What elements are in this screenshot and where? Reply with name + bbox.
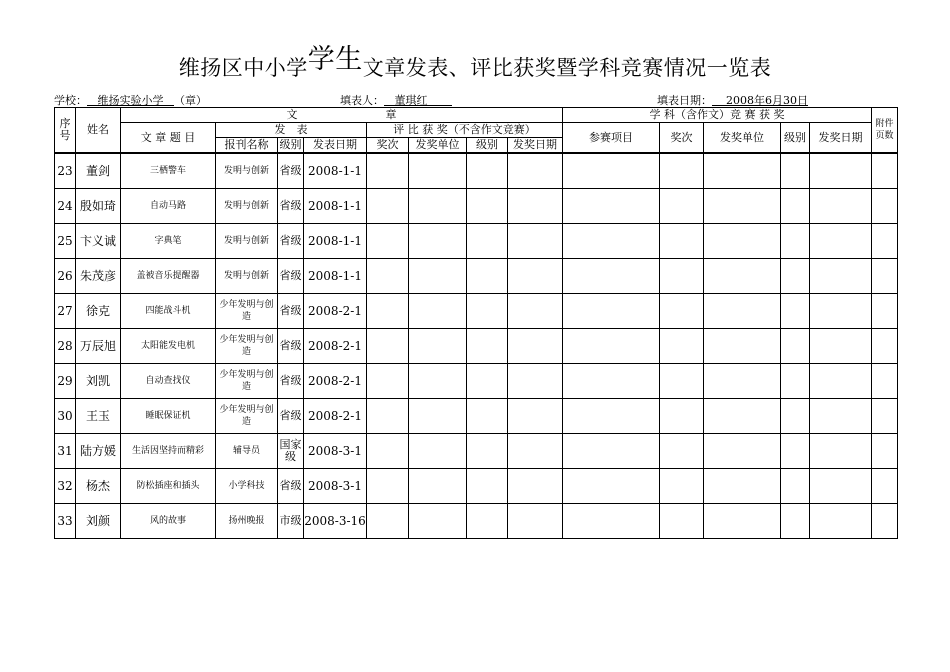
publication-name: 小学科技 [216, 469, 278, 504]
empty-cell [467, 329, 508, 364]
empty-cell [467, 153, 508, 189]
empty-cell [781, 329, 810, 364]
empty-cell [409, 434, 467, 469]
row-number: 29 [55, 364, 76, 399]
school-line: 学校： 维扬实验小学 （章） [54, 94, 207, 107]
publication-name: 发明与创新 [216, 153, 278, 189]
student-name: 杨杰 [76, 469, 121, 504]
empty-cell [508, 294, 563, 329]
empty-cell [872, 153, 898, 189]
empty-cell [660, 469, 704, 504]
student-name: 殷如琦 [76, 189, 121, 224]
empty-cell [660, 364, 704, 399]
empty-cell [467, 259, 508, 294]
empty-cell [704, 224, 781, 259]
empty-cell [660, 189, 704, 224]
article-title: 自动查找仪 [121, 364, 216, 399]
col-article-title: 文 章 题 目 [121, 123, 216, 154]
col-publish: 发 表 [216, 123, 367, 138]
empty-cell [563, 434, 660, 469]
empty-cell [563, 224, 660, 259]
empty-cell [660, 399, 704, 434]
empty-cell [781, 153, 810, 189]
empty-cell [810, 469, 872, 504]
publish-level: 省级 [278, 329, 304, 364]
empty-cell [467, 364, 508, 399]
col-comp-item: 参赛项目 [563, 123, 660, 154]
row-number: 33 [55, 504, 76, 539]
empty-cell [508, 189, 563, 224]
empty-cell [409, 399, 467, 434]
table-row [55, 294, 898, 329]
row-number: 27 [55, 294, 76, 329]
empty-cell [704, 399, 781, 434]
publish-level: 省级 [278, 364, 304, 399]
publish-level: 省级 [278, 469, 304, 504]
empty-cell [409, 153, 467, 189]
student-name: 刘凯 [76, 364, 121, 399]
row-number: 32 [55, 469, 76, 504]
row-number: 24 [55, 189, 76, 224]
empty-cell [781, 434, 810, 469]
publish-date: 2008-2-1 [304, 399, 367, 434]
empty-cell [409, 189, 467, 224]
empty-cell [660, 329, 704, 364]
empty-cell [872, 504, 898, 539]
date-line: 填表日期： 2008年6月30日 [657, 94, 808, 107]
col-comp-unit: 发奖单位 [704, 123, 781, 154]
empty-cell [467, 469, 508, 504]
table-row [55, 469, 898, 504]
empty-cell [409, 469, 467, 504]
empty-cell [409, 364, 467, 399]
empty-cell [367, 469, 409, 504]
col-name: 姓名 [76, 108, 121, 154]
publication-name: 少年发明与创造 [216, 329, 278, 364]
empty-cell [810, 153, 872, 189]
table-row [55, 259, 898, 294]
table-row [55, 224, 898, 259]
empty-cell [781, 399, 810, 434]
empty-cell [367, 434, 409, 469]
empty-cell [563, 259, 660, 294]
empty-cell [563, 294, 660, 329]
empty-cell [810, 364, 872, 399]
empty-cell [660, 504, 704, 539]
empty-cell [508, 364, 563, 399]
empty-cell [872, 294, 898, 329]
student-name: 卞义诚 [76, 224, 121, 259]
publication-name: 发明与创新 [216, 224, 278, 259]
empty-cell [563, 329, 660, 364]
empty-cell [810, 329, 872, 364]
empty-cell [467, 189, 508, 224]
empty-cell [810, 504, 872, 539]
table-row [55, 434, 898, 469]
empty-cell [872, 189, 898, 224]
empty-cell [508, 434, 563, 469]
row-number: 26 [55, 259, 76, 294]
empty-cell [367, 399, 409, 434]
empty-cell [781, 294, 810, 329]
publish-date: 2008-3-1 [304, 434, 367, 469]
article-title: 四能战斗机 [121, 294, 216, 329]
empty-cell [872, 434, 898, 469]
empty-cell [660, 434, 704, 469]
empty-cell [508, 329, 563, 364]
empty-cell [704, 189, 781, 224]
empty-cell [781, 224, 810, 259]
table-row [55, 189, 898, 224]
empty-cell [367, 153, 409, 189]
row-number: 28 [55, 329, 76, 364]
col-evaluation: 评 比 获 奖（不含作文竞赛） [367, 123, 563, 138]
col-award-level: 级别 [467, 138, 508, 154]
table-row [55, 399, 898, 434]
empty-cell [563, 399, 660, 434]
publish-level: 省级 [278, 259, 304, 294]
publication-name: 发明与创新 [216, 189, 278, 224]
publication-name: 少年发明与创造 [216, 399, 278, 434]
col-article: 文 章 [121, 108, 563, 123]
empty-cell [409, 329, 467, 364]
publish-level: 市级 [278, 504, 304, 539]
empty-cell [467, 294, 508, 329]
col-award-date: 发奖日期 [508, 138, 563, 154]
col-comp-date: 发奖日期 [810, 123, 872, 154]
empty-cell [872, 469, 898, 504]
empty-cell [367, 504, 409, 539]
student-name: 徐克 [76, 294, 121, 329]
empty-cell [810, 189, 872, 224]
date-value: 2008年6月30日 [726, 94, 808, 107]
empty-cell [508, 153, 563, 189]
row-number: 31 [55, 434, 76, 469]
empty-cell [872, 399, 898, 434]
empty-cell [409, 294, 467, 329]
publication-name: 少年发明与创造 [216, 294, 278, 329]
empty-cell [367, 189, 409, 224]
empty-cell [872, 329, 898, 364]
empty-cell [872, 259, 898, 294]
empty-cell [660, 259, 704, 294]
article-title: 生活因坚持而精彩 [121, 434, 216, 469]
empty-cell [810, 259, 872, 294]
empty-cell [781, 469, 810, 504]
publish-date: 2008-1-1 [304, 189, 367, 224]
student-name: 刘颜 [76, 504, 121, 539]
col-comp-award: 奖次 [660, 123, 704, 154]
publish-level: 省级 [278, 189, 304, 224]
article-title: 太阳能发电机 [121, 329, 216, 364]
table-row [55, 364, 898, 399]
empty-cell [660, 294, 704, 329]
publication-name: 扬州晚报 [216, 504, 278, 539]
publish-date: 2008-1-1 [304, 224, 367, 259]
article-title: 三栖警车 [121, 153, 216, 189]
table-row [55, 153, 898, 189]
student-name: 王玉 [76, 399, 121, 434]
empty-cell [508, 399, 563, 434]
empty-cell [367, 364, 409, 399]
empty-cell [810, 399, 872, 434]
empty-cell [508, 259, 563, 294]
publish-date: 2008-1-1 [304, 153, 367, 189]
empty-cell [660, 153, 704, 189]
publish-level: 省级 [278, 399, 304, 434]
empty-cell [872, 364, 898, 399]
empty-cell [467, 399, 508, 434]
empty-cell [508, 224, 563, 259]
publish-date: 2008-3-1 [304, 469, 367, 504]
empty-cell [704, 294, 781, 329]
student-name: 万辰旭 [76, 329, 121, 364]
empty-cell [660, 224, 704, 259]
empty-cell [508, 504, 563, 539]
col-subject-competition: 学 科（含作文）竞 赛 获 奖 [563, 108, 872, 123]
empty-cell [704, 364, 781, 399]
publish-level: 国家级 [278, 434, 304, 469]
empty-cell [409, 504, 467, 539]
empty-cell [467, 224, 508, 259]
empty-cell [563, 189, 660, 224]
empty-cell [704, 259, 781, 294]
filler-value: 董琪红 [394, 94, 428, 107]
empty-cell [367, 224, 409, 259]
empty-cell [467, 434, 508, 469]
empty-cell [781, 259, 810, 294]
empty-cell [508, 469, 563, 504]
col-pub-name: 报刊名称 [216, 138, 278, 154]
empty-cell [704, 434, 781, 469]
article-title: 睡眠保证机 [121, 399, 216, 434]
table-row [55, 329, 898, 364]
publication-name: 发明与创新 [216, 259, 278, 294]
student-name: 陆方媛 [76, 434, 121, 469]
publish-level: 省级 [278, 153, 304, 189]
publish-date: 2008-3-16 [304, 504, 367, 539]
empty-cell [367, 294, 409, 329]
publish-date: 2008-2-1 [304, 329, 367, 364]
empty-cell [563, 153, 660, 189]
empty-cell [704, 469, 781, 504]
empty-cell [872, 224, 898, 259]
empty-cell [467, 504, 508, 539]
empty-cell [810, 434, 872, 469]
article-title: 字典笔 [121, 224, 216, 259]
empty-cell [563, 504, 660, 539]
empty-cell [367, 329, 409, 364]
table-row [55, 504, 898, 539]
publish-level: 省级 [278, 224, 304, 259]
empty-cell [409, 224, 467, 259]
col-seq: 序号 [55, 108, 76, 154]
row-number: 25 [55, 224, 76, 259]
student-name: 朱茂彦 [76, 259, 121, 294]
school-value: 维扬实验小学 [97, 94, 164, 107]
empty-cell [810, 294, 872, 329]
publish-date: 2008-2-1 [304, 294, 367, 329]
empty-cell [810, 224, 872, 259]
empty-cell [563, 469, 660, 504]
publication-name: 辅导员 [216, 434, 278, 469]
row-number: 30 [55, 399, 76, 434]
publication-name: 少年发明与创造 [216, 364, 278, 399]
empty-cell [367, 259, 409, 294]
empty-cell [704, 504, 781, 539]
publish-level: 省级 [278, 294, 304, 329]
empty-cell [781, 189, 810, 224]
empty-cell [781, 364, 810, 399]
article-title: 自动马路 [121, 189, 216, 224]
report-table [54, 107, 898, 539]
col-pub-date: 发表日期 [304, 138, 367, 154]
article-title: 风的故事 [121, 504, 216, 539]
empty-cell [704, 153, 781, 189]
col-attach: 附件页数 [872, 108, 898, 154]
publish-date: 2008-1-1 [304, 259, 367, 294]
filler-line: 填表人： 董琪红 [340, 94, 428, 107]
col-award-unit: 发奖单位 [409, 138, 467, 154]
col-award: 奖次 [367, 138, 409, 154]
col-level: 级别 [279, 138, 302, 151]
page-title: 维扬区中小学学生文章发表、评比获奖暨学科竞赛情况一览表 [178, 44, 772, 80]
empty-cell [704, 329, 781, 364]
article-title: 盖被音乐提醒器 [121, 259, 216, 294]
empty-cell [563, 364, 660, 399]
row-number: 23 [55, 153, 76, 189]
empty-cell [781, 504, 810, 539]
article-title: 防松插座和插头 [121, 469, 216, 504]
student-name: 董剑 [76, 153, 121, 189]
col-comp-level: 级别 [781, 123, 810, 154]
publish-date: 2008-2-1 [304, 364, 367, 399]
empty-cell [409, 259, 467, 294]
